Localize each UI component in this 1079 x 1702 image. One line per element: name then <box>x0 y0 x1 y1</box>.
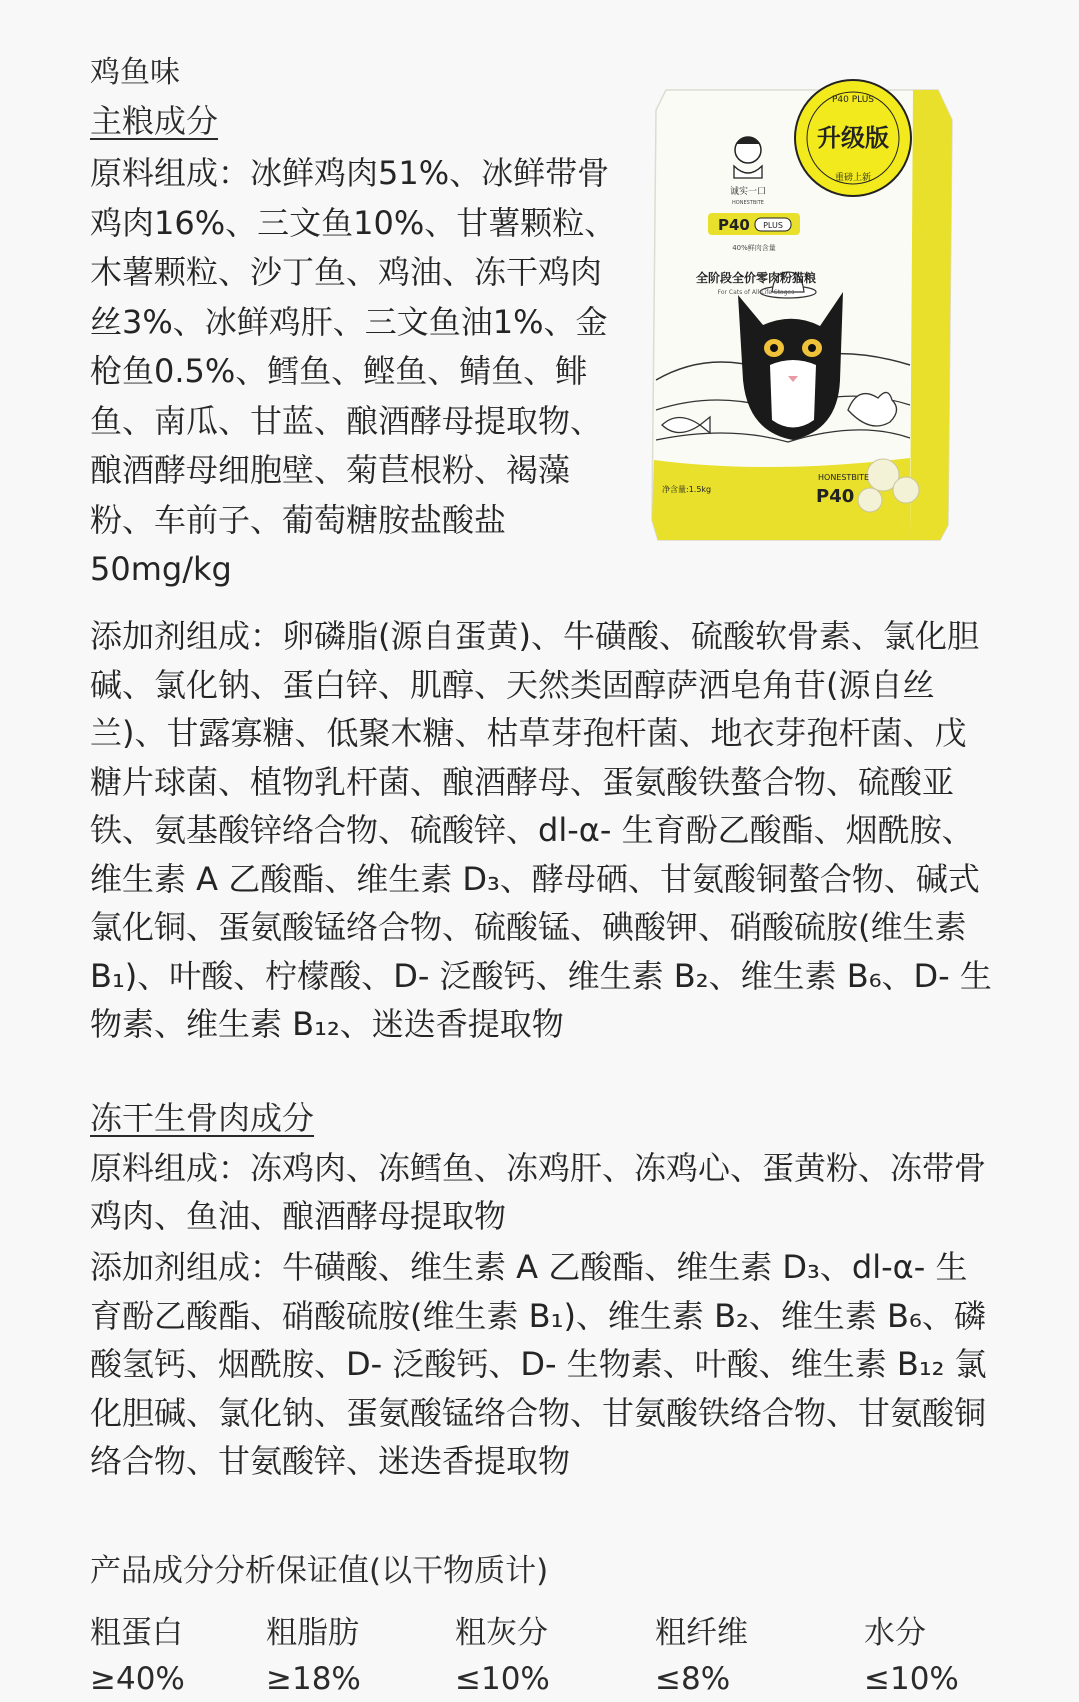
analysis-value: ≤10% <box>864 1661 959 1697</box>
badge-bottom-text: 重磅上新 <box>834 173 872 183</box>
analysis-item-ash <box>455 1610 550 1702</box>
analysis-title: 产品成分分析保证值(以干物质计) <box>90 1553 549 1589</box>
tagline-small: 40%鲜肉含量 <box>732 244 776 252</box>
analysis-value: ≤10% <box>455 1661 550 1697</box>
analysis-label: 粗纤维 <box>655 1615 748 1651</box>
model-label-bottom: P40 <box>816 486 855 507</box>
product-name-en: For Cats of All Life Stages <box>717 289 795 296</box>
model-suffix: PLUS <box>763 221 783 230</box>
freeze-dried-raw-materials: 原料组成：冻鸡肉、冻鳕鱼、冻鸡肝、冻鸡心、蛋黄粉、冻带骨鸡肉、鱼油、酿酒酵母提取物 <box>90 1149 987 1235</box>
brand-name-en: HONESTBITE <box>732 200 764 206</box>
analysis-value: ≥18% <box>266 1661 361 1697</box>
analysis-value: ≥40% <box>90 1661 185 1697</box>
analysis-item-protein <box>90 1610 185 1702</box>
analysis-label: 粗灰分 <box>455 1615 548 1651</box>
analysis-label: 粗脂肪 <box>266 1615 359 1651</box>
product-name: 全阶段全价零肉粉猫粮 <box>695 271 817 285</box>
freeze-dried-section-title: 冻干生骨肉成分 <box>90 1099 315 1137</box>
analysis-item-moisture <box>864 1610 959 1702</box>
flavor-title: 鸡鱼味 <box>90 55 180 90</box>
bag-side-panel <box>910 90 952 540</box>
product-bag-image <box>648 80 968 550</box>
badge-main-text: 升级版 <box>817 124 889 152</box>
analysis-item-fiber <box>655 1610 748 1702</box>
brand-name-en-bottom: HONESTBITE <box>818 473 870 482</box>
analysis-item-fat <box>266 1610 361 1702</box>
analysis-label: 水分 <box>864 1615 926 1651</box>
badge-top-text: P40 PLUS <box>831 95 875 105</box>
main-food-raw-materials: 原料组成：冰鲜鸡肉51%、冰鲜带骨鸡肉16%、三文鱼10%、甘薯颗粒、木薯颗粒、沙丁鱼、鸡油、冻干鸡肉丝3%、冰鲜鸡肝、三文鱼油1%、金枪鱼0.5%、鳕鱼、鲣鱼、鲭鱼、鲱鱼、南瓜、甘蓝、酿酒酵母提取物、酿酒酵母细胞壁、菊苣根粉、褐藻粉、车前子、葡萄糖胺盐酸盐50mg/kg <box>90 154 617 588</box>
freeze-dried-additives: 添加剂组成：牛磺酸、维生素 A 乙酸酯、维生素 D₃、dl-α- 生育酚乙酸酯、硝酸硫胺(维生素 B₁)、维生素 B₂、维生素 B₆、磷酸氢钙、烟酰胺、D- 泛酸钙、D- 生物素、叶酸、维生素 B₁₂ 氯化胆碱、氯化钠、蛋氨酸锰络合物、甘氨酸铁络合物、甘氨酸铜络合物、甘氨酸锌、迷迭香提取物 <box>90 1248 987 1480</box>
analysis-table <box>0 1610 1079 1697</box>
main-food-section-title: 主粮成分 <box>90 102 219 140</box>
analysis-value: ≤8% <box>655 1661 731 1697</box>
main-food-additives: 添加剂组成：卵磷脂(源自蛋黄)、牛磺酸、硫酸软骨素、氯化胆碱、氯化钠、蛋白锌、肌醇、天然类固醇萨洒皂角苷(源自丝兰)、甘露寡糖、低聚木糖、枯草芽孢杆菌、地衣芽孢杆菌、戊糖片球菌、植物乳杆菌、酿酒酵母、蛋氨酸铁螯合物、硫酸亚铁、氨基酸锌络合物、硫酸锌、dl-α- 生育酚乙酸酯、烟酰胺、维生素 A 乙酸酯、维生素 D₃、酵母硒、甘氨酸铜螯合物、碱式氯化铜、蛋氨酸锰络合物、硫酸锰、碘酸钾、硝酸硫胺(维生素 B₁)、叶酸、柠檬酸、D- 泛酸钙、维生素 B₂、维生素 B₆、D- 生物素、维生素 B₁₂、迷迭香提取物 <box>90 617 992 1043</box>
analysis-label: 粗蛋白 <box>90 1615 183 1651</box>
model-label: P40 <box>718 216 750 234</box>
net-weight: 净含量:1.5kg <box>662 485 712 494</box>
brand-name-cn: 诚实一口 <box>729 187 767 197</box>
